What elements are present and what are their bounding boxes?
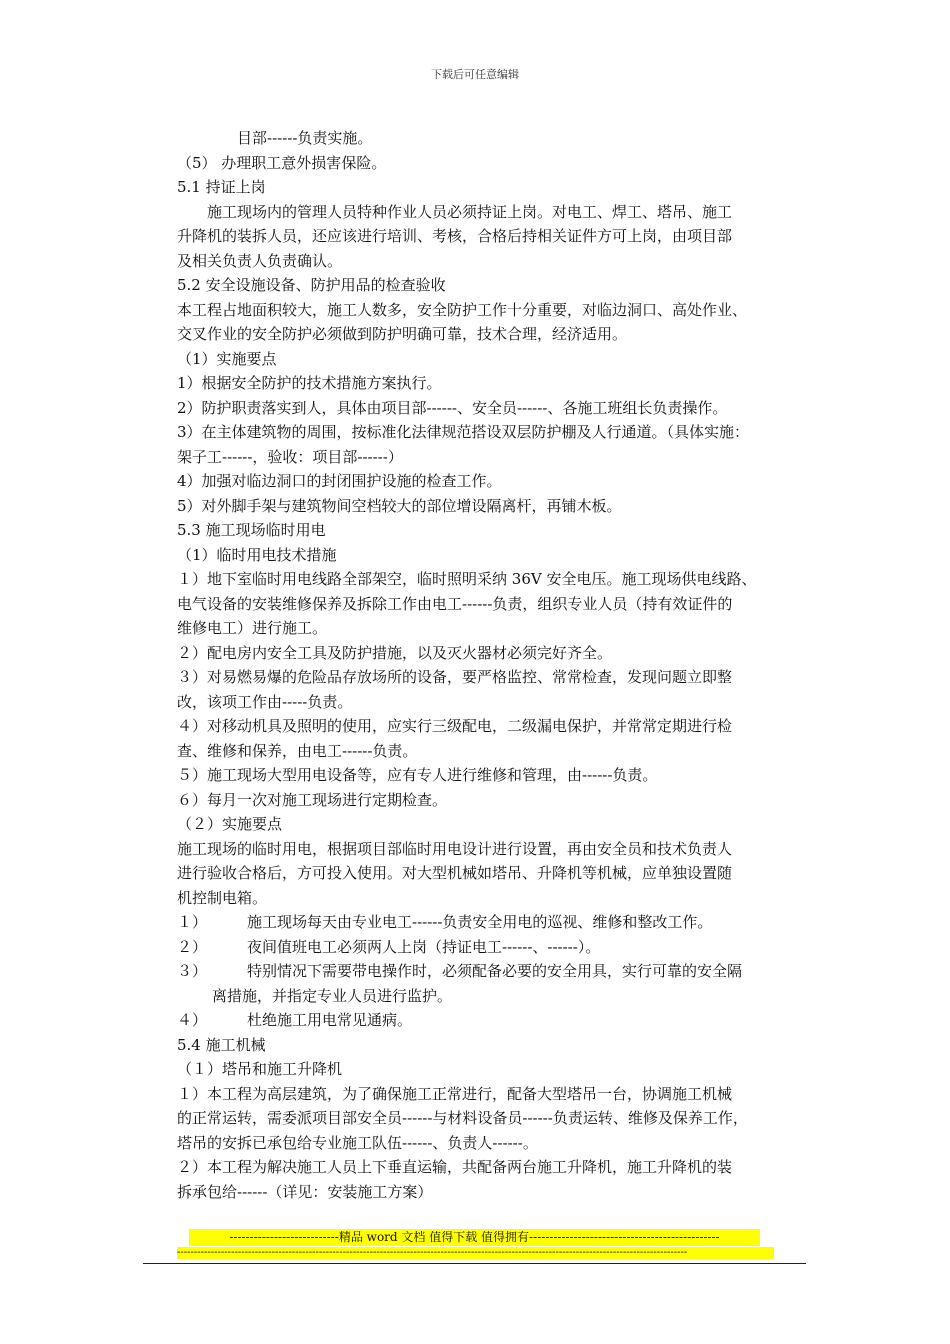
text-line: １）本工程为高层建筑，为了确保施工正常进行，配备大型塔吊一台，协调施工机械: [177, 1084, 733, 1103]
text-line: １）地下室临时用电线路全部架空，临时照明采纳 36V 安全电压。施工现场供电线路、: [177, 570, 757, 588]
text-line: 维修电工）进行施工。: [177, 619, 328, 637]
text-line: ２）配电房内安全工具及防护措施，以及灭火器材必须完好齐全。: [177, 643, 613, 662]
text-line: 及相关负责人负责确认。: [177, 251, 343, 270]
text-line: ４）对移动机具及照明的使用，应实行三级配电，二级漏电保护，并常常定期进行检: [177, 717, 733, 735]
numbered-item: [177, 1008, 817, 1033]
text-line: 1）根据安全防护的技术措施方案执行。: [177, 374, 442, 392]
numbered-item: [177, 935, 817, 960]
text-line: 升降机的装拆人员，还应该进行培训、考核，合格后持相关证件方可上岗，由项目部: [177, 227, 733, 245]
text-line: 目部------负责实施。: [237, 129, 373, 147]
text-line: 4）加强对临边洞口的封闭围护设施的检查工作。: [177, 472, 502, 490]
footer-banner: ---------------------------精品 word 文档 值得下载 值得拥有-----------------------------------------------: [189, 1229, 760, 1246]
text-line: 架子工------，验收：项目部------）: [177, 447, 403, 466]
item-number: １）: [177, 913, 208, 931]
text-line: 拆承包给------（详见：安装施工方案）: [177, 1182, 433, 1201]
footer-dashes: -------------------------------------------------------------------------------------------------------------------------------------------------------: [177, 1247, 774, 1259]
item-number: ２）: [177, 937, 208, 956]
item-continuation: 离措施，并指定专业人员进行监护。: [212, 986, 453, 1005]
text-line: ６）每月一次对施工现场进行定期检查。: [177, 790, 448, 809]
page-header: 下载后可任意编辑: [431, 68, 519, 81]
text-line: ３）对易燃易爆的危险品存放场所的设备，要严格监控、常常检查，发现问题立即整: [177, 668, 733, 686]
item-text: 夜间值班电工必须两人上岗（持证电工------、------）。: [247, 937, 601, 956]
text-line: （２）实施要点: [177, 815, 283, 833]
numbered-item: [177, 910, 817, 935]
text-line: 2）防护职责落实到人，具体由项目部------、安全员------、各施工班组长负责操作。: [177, 398, 728, 417]
document-body: [177, 126, 817, 1204]
text-line: 查、维修和保养，由电工------负责。: [177, 741, 418, 760]
text-line: 5.1 持证上岗: [177, 178, 266, 196]
text-line: （１）塔吊和施工升降机: [177, 1060, 343, 1078]
text-line: 的正常运转，需委派项目部安全员------与材料设备员------负责运转、维修及保养工作，: [177, 1109, 748, 1127]
text-line: 机控制电箱。: [177, 888, 268, 907]
item-number: ３）: [177, 962, 208, 980]
text-line: 改，该项工作由-----负责。: [177, 692, 353, 711]
text-line: （1）实施要点: [177, 349, 277, 368]
text-line: ２）本工程为解决施工人员上下垂直运输，共配备两台施工升降机，施工升降机的装: [177, 1158, 733, 1176]
text-line: （5） 办理职工意外损害保险。: [177, 153, 387, 172]
item-number: ４）: [177, 1011, 208, 1029]
numbered-item: [177, 959, 817, 984]
text-line: 3）在主体建筑物的周围，按标准化法律规范搭设双层防护棚及人行通道。（具体实施：: [177, 423, 750, 441]
text-line: 本工程占地面积较大，施工人数多，安全防护工作十分重要，对临边洞口、高处作业、: [177, 300, 748, 319]
text-line: 5.4 施工机械: [177, 1035, 266, 1054]
item-text: 施工现场每天由专业电工------负责安全用电的巡视、维修和整改工作。: [247, 913, 713, 931]
text-line: 施工现场内的管理人员特种作业人员必须持证上岗。对电工、焊工、塔吊、施工: [207, 202, 733, 221]
text-line: 施工现场的临时用电，根据项目部临时用电设计进行设置，再由安全员和技术负责人: [177, 839, 733, 858]
text-line: 5.2 安全设施设备、防护用品的检查验收: [177, 276, 446, 294]
text-line: 塔吊的安拆已承包给专业施工队伍------、负责人------。: [177, 1133, 538, 1152]
text-line: ５）施工现场大型用电设备等，应有专人进行维修和管理，由------负责。: [177, 766, 658, 784]
text-line: 电气设备的安装维修保养及拆除工作由电工------负责，组织专业人员（持有效证件的: [177, 594, 733, 613]
footer-rule: [143, 1263, 806, 1264]
item-text: 杜绝施工用电常见通病。: [247, 1011, 413, 1029]
text-line: 进行验收合格后，方可投入使用。对大型机械如塔吊、升降机等机械，应单独设置随: [177, 864, 733, 882]
text-line: 5.3 施工现场临时用电: [177, 521, 326, 539]
text-line: 交叉作业的安全防护必须做到防护明确可靠，技术合理，经济适用。: [177, 325, 628, 343]
item-text: 特别情况下需要带电操作时，必须配备必要的安全用具，实行可靠的安全隔: [247, 962, 743, 980]
text-line: （1）临时用电技术措施: [177, 545, 337, 564]
text-line: 5）对外脚手架与建筑物间空档较大的部位增设隔离杆，再铺木板。: [177, 496, 622, 515]
